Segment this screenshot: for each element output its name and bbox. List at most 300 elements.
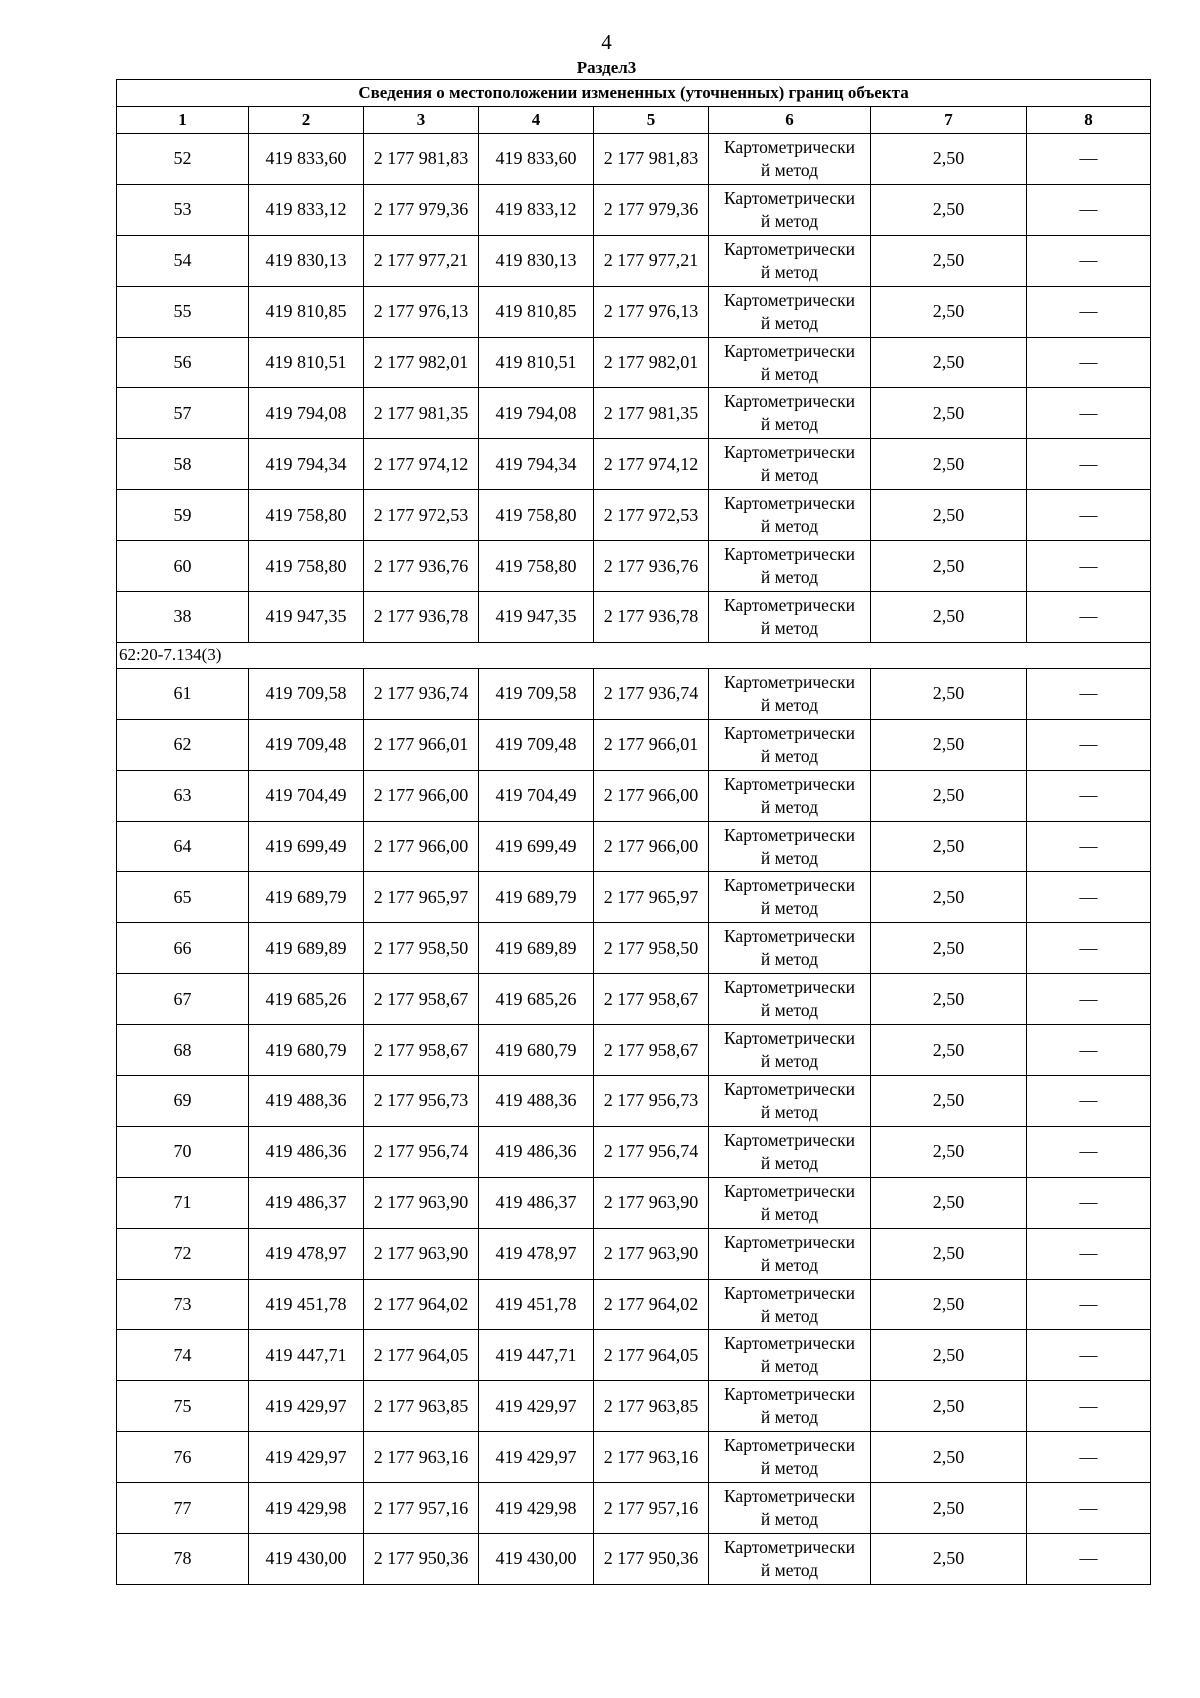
description-dash-cell: — <box>1027 923 1151 974</box>
method-cell <box>709 439 871 490</box>
x-existing-cell: 419 947,35 <box>249 592 364 643</box>
method-line-1: Картометрически <box>723 671 856 692</box>
y-existing-cell: 2 177 963,16 <box>364 1432 479 1483</box>
point-number-cell: 71 <box>117 1177 249 1228</box>
column-header: 8 <box>1027 107 1151 134</box>
accuracy-cell: 2,50 <box>871 668 1027 719</box>
accuracy-cell: 2,50 <box>871 719 1027 770</box>
accuracy-cell: 2,50 <box>871 184 1027 235</box>
y-existing-cell: 2 177 958,50 <box>364 923 479 974</box>
description-dash-cell: — <box>1027 1025 1151 1076</box>
y-existing-cell: 2 177 965,97 <box>364 872 479 923</box>
x-new-cell: 419 478,97 <box>479 1228 594 1279</box>
accuracy-cell: 2,50 <box>871 1330 1027 1381</box>
y-new-cell: 2 177 963,16 <box>594 1432 709 1483</box>
point-number-cell: 64 <box>117 821 249 872</box>
table-row <box>117 668 1151 719</box>
point-number-cell: 74 <box>117 1330 249 1381</box>
y-existing-cell: 2 177 958,67 <box>364 1025 479 1076</box>
table-row <box>117 1025 1151 1076</box>
accuracy-cell: 2,50 <box>871 1076 1027 1127</box>
x-existing-cell: 419 478,97 <box>249 1228 364 1279</box>
x-existing-cell: 419 689,89 <box>249 923 364 974</box>
method-line-1: Картометрически <box>723 1028 856 1049</box>
y-existing-cell: 2 177 964,05 <box>364 1330 479 1381</box>
method-cell <box>709 1483 871 1534</box>
x-new-cell: 419 486,36 <box>479 1126 594 1177</box>
method-line-1: Картометрически <box>723 442 856 463</box>
point-number-cell: 65 <box>117 872 249 923</box>
point-number-cell: 63 <box>117 770 249 821</box>
page-number: 4 <box>601 30 612 54</box>
table-head <box>117 80 1151 134</box>
method-line-1: Картометрически <box>723 1282 856 1303</box>
accuracy-cell: 2,50 <box>871 1432 1027 1483</box>
table-row <box>117 184 1151 235</box>
table-row <box>117 1432 1151 1483</box>
table-row <box>117 1279 1151 1330</box>
table-row <box>117 286 1151 337</box>
point-number-cell: 67 <box>117 974 249 1025</box>
method-cell <box>709 1534 871 1585</box>
method-line-2: й метод <box>760 1509 819 1530</box>
method-line-1: Картометрически <box>723 340 856 361</box>
x-existing-cell: 419 486,36 <box>249 1126 364 1177</box>
accuracy-cell: 2,50 <box>871 1534 1027 1585</box>
x-existing-cell: 419 830,13 <box>249 235 364 286</box>
description-dash-cell: — <box>1027 872 1151 923</box>
column-header: 7 <box>871 107 1027 134</box>
y-existing-cell: 2 177 963,90 <box>364 1228 479 1279</box>
table-row <box>117 1330 1151 1381</box>
method-line-1: Картометрически <box>723 1435 856 1456</box>
method-line-2: й метод <box>760 1559 819 1580</box>
point-number-cell: 38 <box>117 592 249 643</box>
method-cell <box>709 1177 871 1228</box>
method-line-1: Картометрически <box>723 773 856 794</box>
y-new-cell: 2 177 976,13 <box>594 286 709 337</box>
method-line-2: й метод <box>760 414 819 435</box>
description-dash-cell: — <box>1027 770 1151 821</box>
point-number-cell: 58 <box>117 439 249 490</box>
description-dash-cell: — <box>1027 1228 1151 1279</box>
y-existing-cell: 2 177 963,90 <box>364 1177 479 1228</box>
method-cell <box>709 286 871 337</box>
method-line-2: й метод <box>760 363 819 384</box>
y-new-cell: 2 177 982,01 <box>594 337 709 388</box>
accuracy-cell: 2,50 <box>871 1381 1027 1432</box>
accuracy-cell: 2,50 <box>871 235 1027 286</box>
method-cell <box>709 235 871 286</box>
x-new-cell: 419 810,51 <box>479 337 594 388</box>
table-row <box>117 592 1151 643</box>
column-header: 1 <box>117 107 249 134</box>
method-cell <box>709 1076 871 1127</box>
y-new-cell: 2 177 956,74 <box>594 1126 709 1177</box>
description-dash-cell: — <box>1027 388 1151 439</box>
description-dash-cell: — <box>1027 592 1151 643</box>
method-cell <box>709 770 871 821</box>
x-new-cell: 419 758,80 <box>479 490 594 541</box>
y-new-cell: 2 177 966,00 <box>594 770 709 821</box>
method-line-2: й метод <box>760 1101 819 1122</box>
x-existing-cell: 419 709,58 <box>249 668 364 719</box>
method-line-2: й метод <box>760 159 819 180</box>
y-existing-cell: 2 177 972,53 <box>364 490 479 541</box>
method-line-2: й метод <box>760 1356 819 1377</box>
method-cell <box>709 1126 871 1177</box>
y-new-cell: 2 177 972,53 <box>594 490 709 541</box>
x-existing-cell: 419 794,08 <box>249 388 364 439</box>
point-number-cell: 78 <box>117 1534 249 1585</box>
x-new-cell: 419 447,71 <box>479 1330 594 1381</box>
method-line-1: Картометрически <box>723 1231 856 1252</box>
method-line-1: Картометрически <box>723 136 856 157</box>
x-existing-cell: 419 810,85 <box>249 286 364 337</box>
point-number-cell: 57 <box>117 388 249 439</box>
y-new-cell: 2 177 956,73 <box>594 1076 709 1127</box>
x-existing-cell: 419 758,80 <box>249 541 364 592</box>
x-existing-cell: 419 810,51 <box>249 337 364 388</box>
method-line-2: й метод <box>760 1407 819 1428</box>
method-cell <box>709 184 871 235</box>
method-line-2: й метод <box>760 694 819 715</box>
x-new-cell: 419 709,58 <box>479 668 594 719</box>
point-number-cell: 53 <box>117 184 249 235</box>
table-row <box>117 974 1151 1025</box>
point-number-cell: 60 <box>117 541 249 592</box>
point-number-cell: 77 <box>117 1483 249 1534</box>
y-new-cell: 2 177 958,67 <box>594 1025 709 1076</box>
table-row <box>117 872 1151 923</box>
method-line-1: Картометрически <box>723 1536 856 1557</box>
accuracy-cell: 2,50 <box>871 1126 1027 1177</box>
method-line-1: Картометрически <box>723 544 856 565</box>
y-existing-cell: 2 177 964,02 <box>364 1279 479 1330</box>
x-new-cell: 419 486,37 <box>479 1177 594 1228</box>
table-row <box>117 439 1151 490</box>
y-new-cell: 2 177 964,02 <box>594 1279 709 1330</box>
column-header: 4 <box>479 107 594 134</box>
x-existing-cell: 419 430,00 <box>249 1534 364 1585</box>
method-line-2: й метод <box>760 210 819 231</box>
group-label-row <box>117 642 1151 668</box>
description-dash-cell: — <box>1027 439 1151 490</box>
x-new-cell: 419 689,79 <box>479 872 594 923</box>
x-existing-cell: 419 447,71 <box>249 1330 364 1381</box>
description-dash-cell: — <box>1027 184 1151 235</box>
point-number-cell: 69 <box>117 1076 249 1127</box>
column-header: 2 <box>249 107 364 134</box>
y-existing-cell: 2 177 982,01 <box>364 337 479 388</box>
method-line-1: Картометрически <box>723 977 856 998</box>
y-existing-cell: 2 177 958,67 <box>364 974 479 1025</box>
x-existing-cell: 419 685,26 <box>249 974 364 1025</box>
coordinates-table <box>116 79 1151 1585</box>
y-new-cell: 2 177 977,21 <box>594 235 709 286</box>
x-existing-cell: 419 680,79 <box>249 1025 364 1076</box>
table-row <box>117 337 1151 388</box>
point-number-cell: 76 <box>117 1432 249 1483</box>
description-dash-cell: — <box>1027 134 1151 185</box>
method-cell <box>709 719 871 770</box>
y-new-cell: 2 177 957,16 <box>594 1483 709 1534</box>
table-row <box>117 1381 1151 1432</box>
y-new-cell: 2 177 963,90 <box>594 1228 709 1279</box>
y-existing-cell: 2 177 956,74 <box>364 1126 479 1177</box>
x-new-cell: 419 794,08 <box>479 388 594 439</box>
y-new-cell: 2 177 963,85 <box>594 1381 709 1432</box>
x-new-cell: 419 830,13 <box>479 235 594 286</box>
x-existing-cell: 419 689,79 <box>249 872 364 923</box>
x-new-cell: 419 429,97 <box>479 1432 594 1483</box>
method-cell <box>709 1381 871 1432</box>
y-existing-cell: 2 177 936,78 <box>364 592 479 643</box>
x-existing-cell: 419 429,97 <box>249 1381 364 1432</box>
x-existing-cell: 419 758,80 <box>249 490 364 541</box>
method-line-2: й метод <box>760 465 819 486</box>
accuracy-cell: 2,50 <box>871 1228 1027 1279</box>
y-new-cell: 2 177 966,00 <box>594 821 709 872</box>
table-row <box>117 1534 1151 1585</box>
table-row <box>117 1177 1151 1228</box>
table-row <box>117 1076 1151 1127</box>
group-label: 62:20-7.134(3) <box>117 642 1151 668</box>
method-line-2: й метод <box>760 312 819 333</box>
method-line-2: й метод <box>760 261 819 282</box>
accuracy-cell: 2,50 <box>871 1279 1027 1330</box>
accuracy-cell: 2,50 <box>871 490 1027 541</box>
x-existing-cell: 419 451,78 <box>249 1279 364 1330</box>
column-header: 3 <box>364 107 479 134</box>
description-dash-cell: — <box>1027 1534 1151 1585</box>
accuracy-cell: 2,50 <box>871 541 1027 592</box>
method-line-2: й метод <box>760 567 819 588</box>
y-existing-cell: 2 177 966,00 <box>364 770 479 821</box>
description-dash-cell: — <box>1027 1279 1151 1330</box>
y-existing-cell: 2 177 976,13 <box>364 286 479 337</box>
y-existing-cell: 2 177 966,01 <box>364 719 479 770</box>
method-line-2: й метод <box>760 516 819 537</box>
x-new-cell: 419 947,35 <box>479 592 594 643</box>
method-cell <box>709 668 871 719</box>
table-row <box>117 1483 1151 1534</box>
description-dash-cell: — <box>1027 541 1151 592</box>
y-existing-cell: 2 177 963,85 <box>364 1381 479 1432</box>
x-new-cell: 419 794,34 <box>479 439 594 490</box>
y-existing-cell: 2 177 956,73 <box>364 1076 479 1127</box>
method-cell <box>709 821 871 872</box>
method-cell <box>709 134 871 185</box>
method-cell <box>709 490 871 541</box>
point-number-cell: 72 <box>117 1228 249 1279</box>
table-row <box>117 1228 1151 1279</box>
column-header: 6 <box>709 107 871 134</box>
x-existing-cell: 419 794,34 <box>249 439 364 490</box>
x-new-cell: 419 429,97 <box>479 1381 594 1432</box>
y-existing-cell: 2 177 936,76 <box>364 541 479 592</box>
point-number-cell: 54 <box>117 235 249 286</box>
description-dash-cell: — <box>1027 1126 1151 1177</box>
x-new-cell: 419 709,48 <box>479 719 594 770</box>
point-number-cell: 70 <box>117 1126 249 1177</box>
table-row <box>117 923 1151 974</box>
x-new-cell: 419 685,26 <box>479 974 594 1025</box>
point-number-cell: 62 <box>117 719 249 770</box>
method-line-2: й метод <box>760 617 819 638</box>
description-dash-cell: — <box>1027 235 1151 286</box>
point-number-cell: 55 <box>117 286 249 337</box>
method-line-2: й метод <box>760 1305 819 1326</box>
x-new-cell: 419 488,36 <box>479 1076 594 1127</box>
method-line-1: Картометрически <box>723 238 856 259</box>
method-cell <box>709 1330 871 1381</box>
y-new-cell: 2 177 964,05 <box>594 1330 709 1381</box>
method-line-2: й метод <box>760 1152 819 1173</box>
y-new-cell: 2 177 958,50 <box>594 923 709 974</box>
accuracy-cell: 2,50 <box>871 821 1027 872</box>
y-new-cell: 2 177 950,36 <box>594 1534 709 1585</box>
point-number-cell: 56 <box>117 337 249 388</box>
point-number-cell: 68 <box>117 1025 249 1076</box>
description-dash-cell: — <box>1027 719 1151 770</box>
method-cell <box>709 337 871 388</box>
method-line-1: Картометрически <box>723 722 856 743</box>
point-number-cell: 52 <box>117 134 249 185</box>
y-new-cell: 2 177 966,01 <box>594 719 709 770</box>
point-number-cell: 75 <box>117 1381 249 1432</box>
y-new-cell: 2 177 936,78 <box>594 592 709 643</box>
accuracy-cell: 2,50 <box>871 286 1027 337</box>
y-new-cell: 2 177 936,76 <box>594 541 709 592</box>
method-cell <box>709 541 871 592</box>
method-line-2: й метод <box>760 898 819 919</box>
description-dash-cell: — <box>1027 1177 1151 1228</box>
y-existing-cell: 2 177 936,74 <box>364 668 479 719</box>
table-row <box>117 1126 1151 1177</box>
method-line-1: Картометрически <box>723 875 856 896</box>
accuracy-cell: 2,50 <box>871 1177 1027 1228</box>
y-existing-cell: 2 177 979,36 <box>364 184 479 235</box>
accuracy-cell: 2,50 <box>871 388 1027 439</box>
accuracy-cell: 2,50 <box>871 872 1027 923</box>
y-existing-cell: 2 177 974,12 <box>364 439 479 490</box>
column-header: 5 <box>594 107 709 134</box>
method-cell <box>709 388 871 439</box>
point-number-cell: 73 <box>117 1279 249 1330</box>
y-existing-cell: 2 177 966,00 <box>364 821 479 872</box>
method-cell <box>709 1025 871 1076</box>
x-existing-cell: 419 699,49 <box>249 821 364 872</box>
x-new-cell: 419 704,49 <box>479 770 594 821</box>
description-dash-cell: — <box>1027 974 1151 1025</box>
method-line-1: Картометрически <box>723 493 856 514</box>
method-line-1: Картометрически <box>723 1180 856 1201</box>
method-line-2: й метод <box>760 745 819 766</box>
x-new-cell: 419 810,85 <box>479 286 594 337</box>
method-line-1: Картометрически <box>723 289 856 310</box>
table-row <box>117 388 1151 439</box>
x-new-cell: 419 758,80 <box>479 541 594 592</box>
table-row <box>117 235 1151 286</box>
method-line-2: й метод <box>760 1051 819 1072</box>
y-new-cell: 2 177 965,97 <box>594 872 709 923</box>
x-new-cell: 419 430,00 <box>479 1534 594 1585</box>
x-new-cell: 419 833,12 <box>479 184 594 235</box>
x-new-cell: 419 699,49 <box>479 821 594 872</box>
method-line-2: й метод <box>760 847 819 868</box>
method-line-1: Картометрически <box>723 187 856 208</box>
x-existing-cell: 419 429,97 <box>249 1432 364 1483</box>
description-dash-cell: — <box>1027 1381 1151 1432</box>
accuracy-cell: 2,50 <box>871 439 1027 490</box>
y-new-cell: 2 177 936,74 <box>594 668 709 719</box>
description-dash-cell: — <box>1027 821 1151 872</box>
accuracy-cell: 2,50 <box>871 1483 1027 1534</box>
accuracy-cell: 2,50 <box>871 592 1027 643</box>
method-line-1: Картометрически <box>723 1384 856 1405</box>
method-cell <box>709 872 871 923</box>
y-new-cell: 2 177 981,35 <box>594 388 709 439</box>
method-line-1: Картометрически <box>723 1333 856 1354</box>
y-existing-cell: 2 177 981,83 <box>364 134 479 185</box>
table-row <box>117 490 1151 541</box>
description-dash-cell: — <box>1027 1432 1151 1483</box>
table-caption: Сведения о местоположении измененных (уточненных) границ объекта <box>117 80 1151 107</box>
description-dash-cell: — <box>1027 1330 1151 1381</box>
table-caption-row <box>117 80 1151 107</box>
x-new-cell: 419 689,89 <box>479 923 594 974</box>
method-cell <box>709 1432 871 1483</box>
method-line-1: Картометрически <box>723 594 856 615</box>
point-number-cell: 66 <box>117 923 249 974</box>
method-cell <box>709 1228 871 1279</box>
y-existing-cell: 2 177 957,16 <box>364 1483 479 1534</box>
description-dash-cell: — <box>1027 1483 1151 1534</box>
accuracy-cell: 2,50 <box>871 770 1027 821</box>
column-number-row <box>117 107 1151 134</box>
point-number-cell: 61 <box>117 668 249 719</box>
table-row <box>117 541 1151 592</box>
accuracy-cell: 2,50 <box>871 1025 1027 1076</box>
accuracy-cell: 2,50 <box>871 337 1027 388</box>
description-dash-cell: — <box>1027 668 1151 719</box>
method-line-2: й метод <box>760 1458 819 1479</box>
method-line-2: й метод <box>760 1203 819 1224</box>
x-new-cell: 419 680,79 <box>479 1025 594 1076</box>
y-existing-cell: 2 177 950,36 <box>364 1534 479 1585</box>
accuracy-cell: 2,50 <box>871 134 1027 185</box>
table-row <box>117 821 1151 872</box>
x-new-cell: 419 833,60 <box>479 134 594 185</box>
method-cell <box>709 974 871 1025</box>
table-row <box>117 134 1151 185</box>
section-title: Раздел3 <box>576 58 637 77</box>
point-number-cell: 59 <box>117 490 249 541</box>
method-line-1: Картометрически <box>723 1078 856 1099</box>
method-cell <box>709 923 871 974</box>
y-new-cell: 2 177 958,67 <box>594 974 709 1025</box>
y-new-cell: 2 177 981,83 <box>594 134 709 185</box>
method-line-2: й метод <box>760 949 819 970</box>
y-new-cell: 2 177 963,90 <box>594 1177 709 1228</box>
y-new-cell: 2 177 979,36 <box>594 184 709 235</box>
method-line-2: й метод <box>760 1000 819 1021</box>
table-row <box>117 770 1151 821</box>
x-existing-cell: 419 704,49 <box>249 770 364 821</box>
method-line-1: Картометрически <box>723 391 856 412</box>
method-line-2: й метод <box>760 1254 819 1275</box>
